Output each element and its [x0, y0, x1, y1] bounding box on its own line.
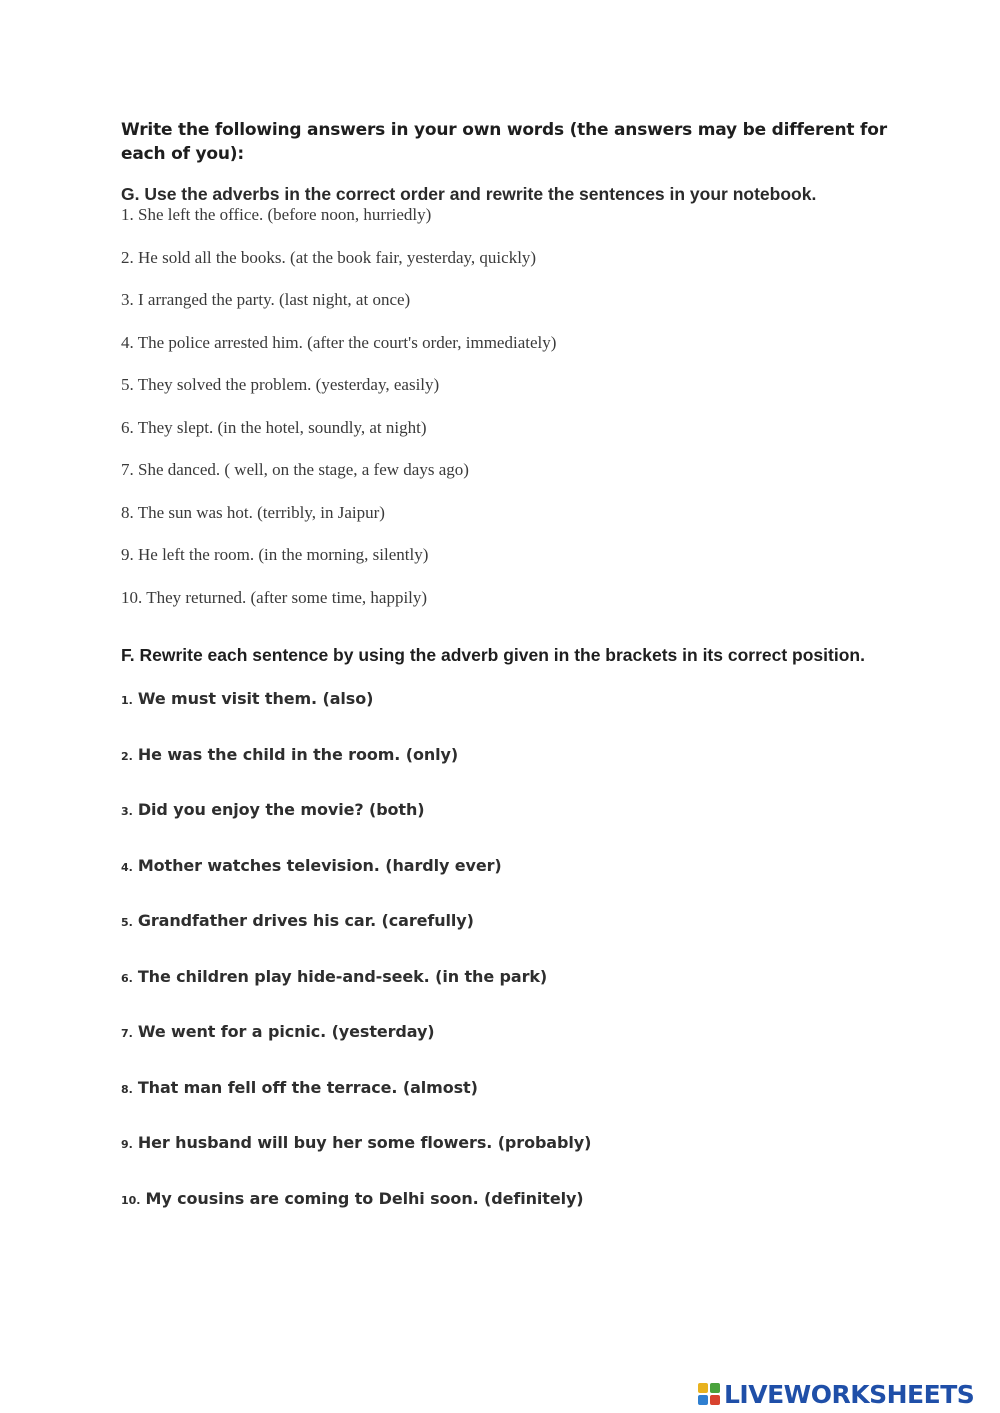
logo-square-blue — [698, 1395, 708, 1405]
section-g-item: 3. I arranged the party. (last night, at once) — [121, 290, 411, 309]
item-text: We must visit them. (also) — [137, 689, 374, 708]
item-text: He was the child in the room. (only) — [137, 744, 459, 764]
logo-square-green — [710, 1383, 720, 1393]
section-g-item: 6. They slept. (in the hotel, soundly, at night) — [121, 417, 427, 437]
section-f-item — [121, 688, 591, 744]
section-f-item — [121, 966, 591, 1022]
item-number: 5. — [121, 916, 133, 929]
section-g-item: 7. She danced. ( well, on the stage, a few days ago) — [121, 460, 469, 479]
item-text: Did you enjoy the movie? (both) — [137, 800, 425, 819]
section-f-item — [121, 1021, 591, 1077]
item-number: 10. — [121, 1193, 141, 1207]
section-f-heading: F. Rewrite each sentence by using the adverb given in the brackets in its correct position. — [121, 645, 865, 665]
item-number: 9. — [121, 1138, 133, 1151]
section-g-item: 2. He sold all the books. (at the book fair, yesterday, quickly) — [121, 247, 537, 267]
item-number: 8. — [121, 1082, 133, 1096]
section-g-list — [121, 204, 556, 629]
item-number: 1. — [121, 694, 133, 707]
section-f-item — [121, 855, 591, 911]
liveworksheets-logo[interactable] — [698, 1378, 974, 1410]
section-g-item: 10. They returned. (after some time, happily) — [121, 587, 428, 607]
section-f-item — [121, 744, 591, 800]
section-f-item — [121, 1132, 591, 1188]
section-f-list — [121, 688, 591, 1243]
section-f-item — [121, 1188, 591, 1244]
item-text: We went for a picnic. (yesterday) — [137, 1022, 435, 1041]
section-f-item — [121, 1077, 591, 1133]
item-number: 6. — [121, 971, 133, 985]
section-g-item: 9. He left the room. (in the morning, silently) — [121, 545, 429, 564]
item-number: 4. — [121, 860, 133, 874]
item-text: That man fell off the terrace. (almost) — [137, 1077, 478, 1097]
section-g-heading: G. Use the adverbs in the correct order and rewrite the sentences in your notebook. — [121, 184, 817, 204]
item-text: The children play hide-and-seek. (in the park) — [137, 966, 548, 986]
section-g-item: 1. She left the office. (before noon, hurriedly) — [121, 205, 432, 224]
logo-square-red — [710, 1395, 720, 1405]
item-text: Mother watches television. (hardly ever) — [137, 855, 502, 875]
item-text: Grandfather drives his car. (carefully) — [137, 911, 474, 930]
section-f-item — [121, 799, 591, 855]
section-g-item: 8. The sun was hot. (terribly, in Jaipur) — [121, 502, 385, 522]
intro-instructions: Write the following answers in your own words (the answers may be different for each of you): — [121, 120, 887, 164]
item-text: Her husband will buy her some flowers. (probably) — [137, 1133, 592, 1152]
section-f-item — [121, 910, 591, 966]
section-g-item: 4. The police arrested him. (after the court's order, immediately) — [121, 332, 557, 352]
logo-square-yellow — [698, 1383, 708, 1393]
logo-text: LIVEWORKSHEETS — [724, 1379, 975, 1409]
item-number: 2. — [121, 749, 133, 763]
item-number: 3. — [121, 805, 133, 818]
item-number: 7. — [121, 1027, 133, 1040]
liveworksheets-logo-icon — [698, 1383, 720, 1405]
section-g-item: 5. They solved the problem. (yesterday, easily) — [121, 375, 440, 394]
item-text: My cousins are coming to Delhi soon. (definitely) — [145, 1188, 584, 1208]
